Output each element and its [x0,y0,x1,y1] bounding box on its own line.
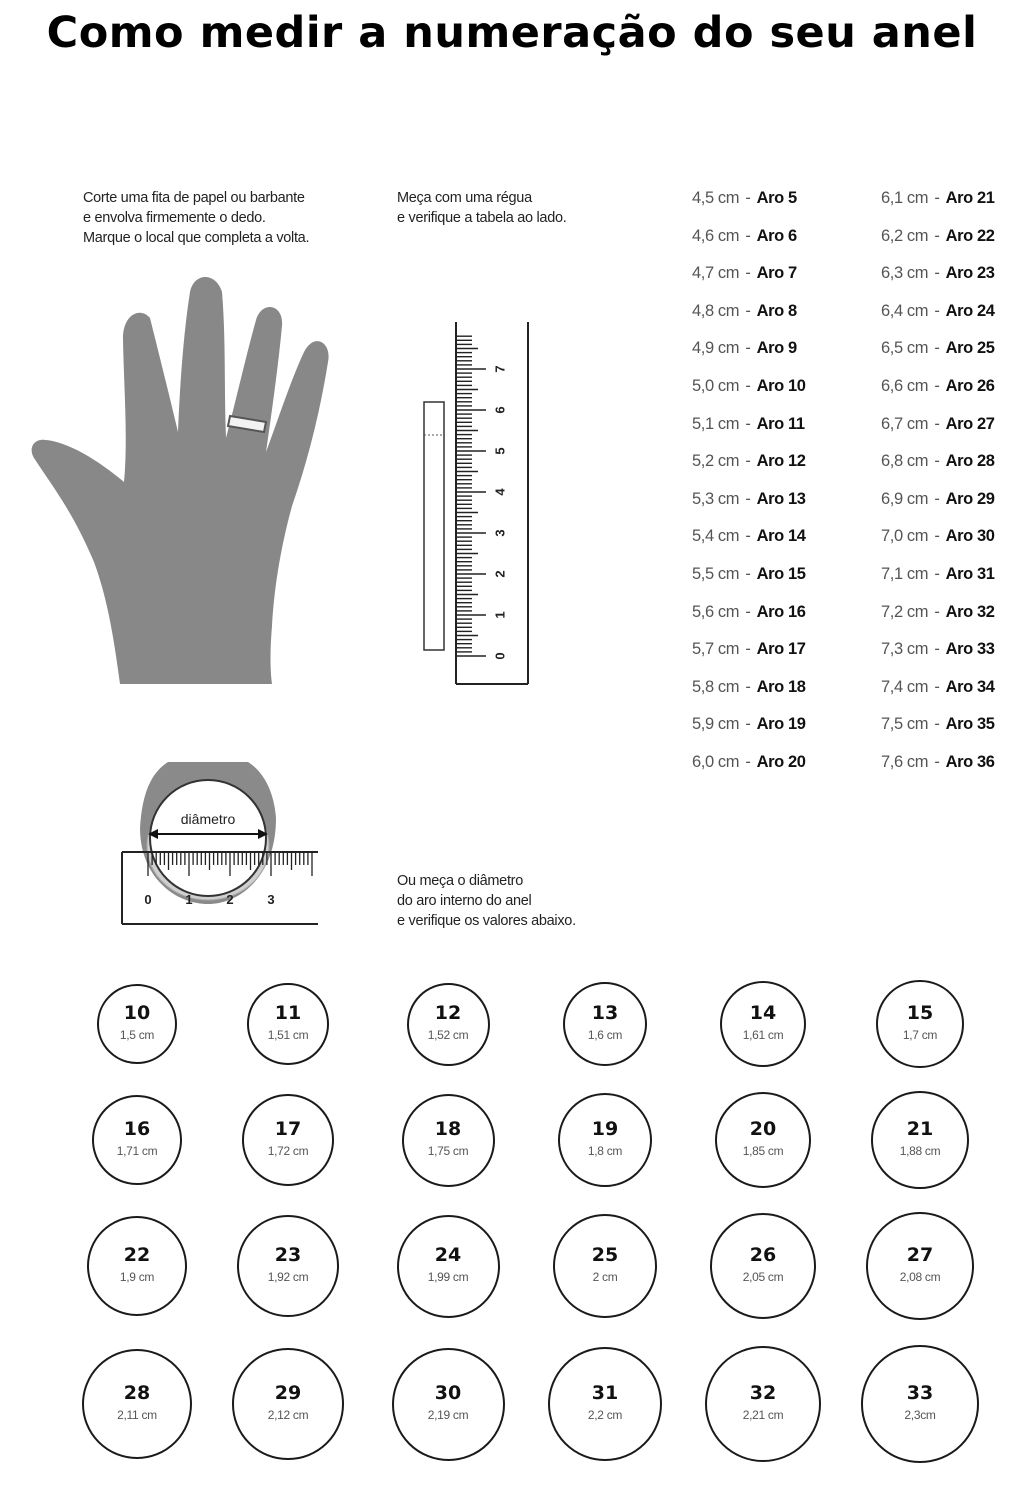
size-row [881,336,995,374]
size-separator: - [745,527,751,546]
ring-size-number: 28 [123,1382,151,1404]
size-separator: - [745,189,751,207]
instruction-line: Corte uma fita de papel ou barbante [83,190,305,206]
size-aro: Aro 22 [945,226,995,245]
size-row [692,524,806,562]
ring-size-number: 15 [906,1002,934,1024]
ring-size-diameter: 1,72 cm [267,1144,309,1158]
size-separator: - [934,226,940,245]
size-separator: - [934,264,940,283]
size-row [881,712,995,750]
ring-size-circle [247,983,329,1065]
ruler-number: 4 [492,488,508,496]
size-row [692,637,806,675]
ring-size-circle [397,1215,500,1318]
size-aro: Aro 34 [945,677,995,696]
ruler-number: 2 [226,892,234,907]
size-cm: 5,7 cm [692,640,740,659]
size-cm: 7,1 cm [881,564,929,583]
size-aro: Aro 29 [945,489,995,508]
ring-size-circle [715,1092,811,1188]
ring-size-number: 18 [434,1118,462,1140]
size-cm: 7,4 cm [881,677,929,696]
size-aro: Aro 24 [945,301,995,320]
size-cm: 5,0 cm [692,376,740,395]
ring-size-diameter: 1,71 cm [116,1144,158,1158]
ring-measure-illustration-icon [118,758,328,930]
ring-inner [150,780,266,896]
size-separator: - [934,752,940,771]
instruction-ruler [397,188,566,228]
ring-size-circle [237,1215,339,1317]
ring-size-number: 23 [274,1244,302,1266]
size-cm: 4,8 cm [692,301,740,320]
ring-size-circle [82,1349,192,1459]
size-row [692,412,806,450]
size-separator: - [934,414,940,433]
ring-size-number: 21 [906,1118,934,1140]
size-row [881,412,995,450]
ruler-illustration-icon [418,318,538,690]
size-cm: 4,7 cm [692,264,740,283]
instruction-line: e verifique os valores abaixo. [397,913,576,929]
size-row [881,449,995,487]
size-aro: Aro 10 [756,376,806,395]
size-aro: Aro 26 [945,376,995,395]
ring-size-diameter: 1,51 cm [267,1028,309,1042]
ring-size-circle [558,1093,653,1188]
size-aro: Aro 7 [756,264,797,283]
ring-size-diameter: 2,12 cm [267,1408,309,1422]
ring-size-circle [87,1216,187,1316]
size-aro: Aro 36 [945,752,995,771]
ring-size-number: 13 [591,1002,619,1024]
size-aro: Aro 17 [756,640,806,659]
size-aro: Aro 12 [756,452,806,471]
size-row [881,637,995,675]
size-aro: Aro 6 [756,226,797,245]
size-row [692,336,806,374]
ring-size-circle [92,1095,182,1185]
ring-size-circle [402,1094,495,1187]
ring-size-number: 32 [749,1382,777,1404]
ring-size-diameter: 2,19 cm [427,1408,469,1422]
size-separator: - [745,339,751,358]
size-aro: Aro 32 [945,602,995,621]
ring-size-diameter: 1,88 cm [899,1144,941,1158]
ring-size-circle [866,1212,974,1320]
size-row [692,675,806,713]
size-cm: 6,8 cm [881,452,929,471]
size-row [881,524,995,562]
ring-size-number: 12 [434,1002,462,1024]
ruler [456,322,528,684]
ruler-number: 6 [492,406,508,414]
ring-size-circle [407,983,490,1066]
ruler-number: 3 [492,529,508,537]
size-aro: Aro 16 [756,602,806,621]
size-row [881,186,995,224]
instruction-line: Meça com uma régua [397,190,532,206]
size-row [881,562,995,600]
ring-size-diameter: 2,3cm [904,1408,936,1422]
size-cm: 5,3 cm [692,489,740,508]
ring-size-number: 16 [123,1118,151,1140]
ring-size-number: 27 [906,1244,934,1266]
size-cm: 7,5 cm [881,715,929,734]
ring-size-diameter: 1,99 cm [427,1270,469,1284]
ruler-number: 0 [492,652,508,660]
size-aro: Aro 21 [945,189,995,207]
size-cm: 6,5 cm [881,339,929,358]
ring-size-circle [861,1345,979,1463]
size-row [881,600,995,638]
size-aro: Aro 5 [756,189,797,207]
size-row [692,186,806,224]
size-aro: Aro 35 [945,715,995,734]
size-separator: - [745,602,751,621]
ring-size-circle [563,982,648,1067]
size-aro: Aro 27 [945,414,995,433]
size-separator: - [934,715,940,734]
size-row [692,562,806,600]
size-cm: 6,2 cm [881,226,929,245]
size-cm: 7,2 cm [881,602,929,621]
ring-size-diameter: 1,75 cm [427,1144,469,1158]
ring-size-diameter: 2,05 cm [742,1270,784,1284]
instruction-line: Ou meça o diâmetro [397,873,523,889]
ring-size-diameter: 1,61 cm [742,1028,784,1042]
size-cm: 5,8 cm [692,677,740,696]
size-separator: - [934,452,940,471]
size-row [692,487,806,525]
ring-size-number: 10 [123,1002,151,1024]
ring-size-diameter: 2,08 cm [899,1270,941,1284]
ring-size-number: 24 [434,1244,462,1266]
size-aro: Aro 31 [945,564,995,583]
size-cm: 6,1 cm [881,189,929,207]
ring-size-diameter: 1,52 cm [427,1028,469,1042]
size-separator: - [934,527,940,546]
size-row [692,600,806,638]
size-cm: 4,5 cm [692,189,740,207]
instruction-line: do aro interno do anel [397,893,532,909]
size-cm: 7,3 cm [881,640,929,659]
size-separator: - [745,414,751,433]
ruler-number: 7 [492,365,508,373]
ring-size-circle [548,1347,663,1462]
ring-size-number: 11 [274,1002,302,1024]
size-separator: - [745,489,751,508]
instruction-line: Marque o local que completa a volta. [83,230,310,246]
size-cm: 6,4 cm [881,301,929,320]
ring-size-number: 19 [591,1118,619,1140]
ring-size-diameter: 2 cm [592,1270,618,1284]
ring-size-circle [553,1214,658,1319]
ruler-number: 3 [267,892,275,907]
ring-size-circle [876,980,964,1068]
instruction-diameter [397,871,576,931]
ring-size-number: 30 [434,1382,462,1404]
ring-size-number: 20 [749,1118,777,1140]
ruler-number: 5 [492,447,508,455]
size-cm: 4,6 cm [692,226,740,245]
size-cm: 5,6 cm [692,602,740,621]
paper-strip [424,402,444,650]
size-table-left [692,186,806,788]
size-row [692,374,806,412]
ruler-number: 0 [144,892,152,907]
size-cm: 6,3 cm [881,264,929,283]
size-row [692,224,806,262]
diameter-label: diâmetro [180,811,236,827]
size-table-right [881,186,995,788]
instruction-line: e verifique a tabela ao lado. [397,210,567,226]
size-separator: - [745,677,751,696]
ring-size-diameter: 1,8 cm [587,1144,623,1158]
size-separator: - [934,602,940,621]
size-aro: Aro 19 [756,715,806,734]
size-row [881,299,995,337]
ring-size-diameter: 1,9 cm [119,1270,155,1284]
ring-size-number: 25 [591,1244,619,1266]
ring-size-diameter: 2,21 cm [742,1408,784,1422]
size-row [881,487,995,525]
size-aro: Aro 8 [756,301,797,320]
size-row [881,261,995,299]
size-cm: 5,9 cm [692,715,740,734]
size-aro: Aro 28 [945,452,995,471]
size-separator: - [745,376,751,395]
size-aro: Aro 13 [756,489,806,508]
size-separator: - [745,715,751,734]
size-separator: - [934,640,940,659]
ring-size-number: 31 [591,1382,619,1404]
size-separator: - [934,301,940,320]
size-cm: 6,6 cm [881,376,929,395]
ring-size-diameter: 1,5 cm [119,1028,155,1042]
ring-size-circle [232,1348,344,1460]
ring-size-circle [710,1213,816,1319]
ring-size-circle [720,981,806,1067]
size-cm: 5,2 cm [692,452,740,471]
size-row [881,750,995,788]
size-cm: 6,0 cm [692,752,740,771]
ring-size-diameter: 2,2 cm [587,1408,623,1422]
size-separator: - [934,677,940,696]
size-separator: - [934,189,940,207]
size-cm: 7,6 cm [881,752,929,771]
size-separator: - [745,752,751,771]
size-separator: - [745,301,751,320]
size-row [881,224,995,262]
size-aro: Aro 9 [756,339,797,358]
size-separator: - [745,226,751,245]
size-separator: - [745,264,751,283]
instruction-hand [83,188,309,248]
ruler-number: 2 [492,570,508,578]
size-separator: - [745,640,751,659]
size-separator: - [745,452,751,471]
size-aro: Aro 30 [945,527,995,546]
ring-size-number: 17 [274,1118,302,1140]
ring-size-circle [242,1094,334,1186]
size-cm: 6,7 cm [881,414,929,433]
size-row [692,449,806,487]
size-row [881,374,995,412]
ring-size-diameter: 2,11 cm [117,1408,157,1422]
hand-illustration-icon [28,270,338,690]
size-cm: 4,9 cm [692,339,740,358]
size-aro: Aro 23 [945,264,995,283]
size-separator: - [934,489,940,508]
size-aro: Aro 11 [756,414,805,433]
ring-size-circle [392,1348,505,1461]
size-row [692,299,806,337]
page-title: Como medir a numeração do seu anel [46,8,978,58]
hand-shape [32,277,329,684]
size-aro: Aro 25 [945,339,995,358]
size-row [692,712,806,750]
size-cm: 5,5 cm [692,564,740,583]
ruler-number: 1 [492,611,508,619]
size-cm: 5,4 cm [692,527,740,546]
size-separator: - [934,564,940,583]
ring-size-circle [871,1091,969,1189]
size-aro: Aro 33 [945,640,995,659]
ruler-number: 1 [185,892,193,907]
ring-size-diameter: 1,92 cm [267,1270,309,1284]
size-aro: Aro 18 [756,677,806,696]
size-separator: - [745,564,751,583]
size-cm: 5,1 cm [692,414,740,433]
ring-size-diameter: 1,85 cm [742,1144,784,1158]
size-aro: Aro 14 [756,527,806,546]
size-separator: - [934,339,940,358]
ring-size-number: 33 [906,1382,934,1404]
size-cm: 7,0 cm [881,527,929,546]
size-aro: Aro 15 [756,564,806,583]
ring-size-number: 14 [749,1002,777,1024]
size-row [692,750,806,788]
size-cm: 6,9 cm [881,489,929,508]
size-aro: Aro 20 [756,752,806,771]
size-separator: - [934,376,940,395]
ring-size-diameter: 1,7 cm [902,1028,938,1042]
ring-size-number: 29 [274,1382,302,1404]
ring-size-circle [97,984,177,1064]
size-row [692,261,806,299]
ring-size-number: 26 [749,1244,777,1266]
ring-size-circle [705,1346,821,1462]
ring-size-number: 22 [123,1244,151,1266]
size-row [881,675,995,713]
instruction-line: e envolva firmemente o dedo. [83,210,266,226]
ring-size-diameter: 1,6 cm [587,1028,623,1042]
